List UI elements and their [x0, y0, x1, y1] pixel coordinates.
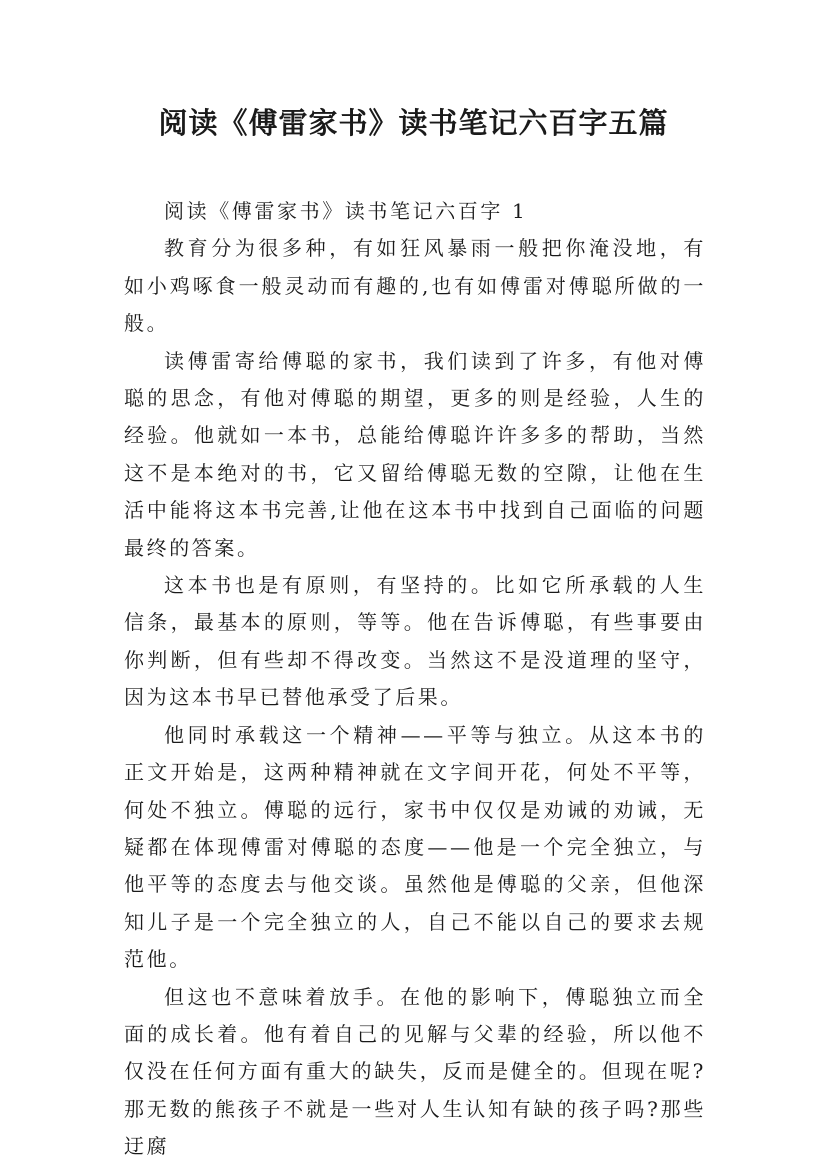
document-body [124, 193, 706, 1166]
paragraph: 但这也不意味着放手。在他的影响下，傅聪独立而全面的成长着。他有着自己的见解与父辈的经验，所以他不仅没在任何方面有重大的缺失，反而是健全的。但现在呢?那无数的熊孩子不就是一些对人生认知有缺的孩子吗?那些迂腐 [124, 984, 706, 1159]
section-subheading: 阅读《傅雷家书》读书笔记六百字 1 [164, 199, 528, 223]
paragraph: 这本书也是有原则，有坚持的。比如它所承载的人生信条，最基本的原则，等等。他在告诉傅聪，有些事要由你判断，但有些却不得改变。当然这不是没道理的坚守，因为这本书早已替他承受了后果。 [124, 573, 706, 710]
document-title: 阅读《傅雷家书》读书笔记六百字五篇 [158, 106, 669, 140]
paragraph: 读傅雷寄给傅聪的家书，我们读到了许多，有他对傅聪的思念，有他对傅聪的期望，更多的则是经验，人生的经验。他就如一本书，总能给傅聪许许多多的帮助，当然这不是本绝对的书，它又留给傅聪无数的空隙，让他在生活中能将这本书完善,让他在这本书中找到自己面临的问题最终的答案。 [124, 348, 706, 560]
paragraph: 教育分为很多种，有如狂风暴雨一般把你淹没地，有如小鸡啄食一般灵动而有趣的,也有如傅雷对傅聪所做的一般。 [124, 236, 706, 336]
paragraph: 他同时承载这一个精神——平等与独立。从这本书的正文开始是，这两种精神就在文字间开花，何处不平等，何处不独立。傅聪的远行，家书中仅仅是劝诫的劝诫，无疑都在体现傅雷对傅聪的态度——他是一个完全独立，与他平等的态度去与他交谈。虽然他是傅聪的父亲，但他深知儿子是一个完全独立的人，自己不能以自己的要求去规范他。 [124, 722, 706, 972]
